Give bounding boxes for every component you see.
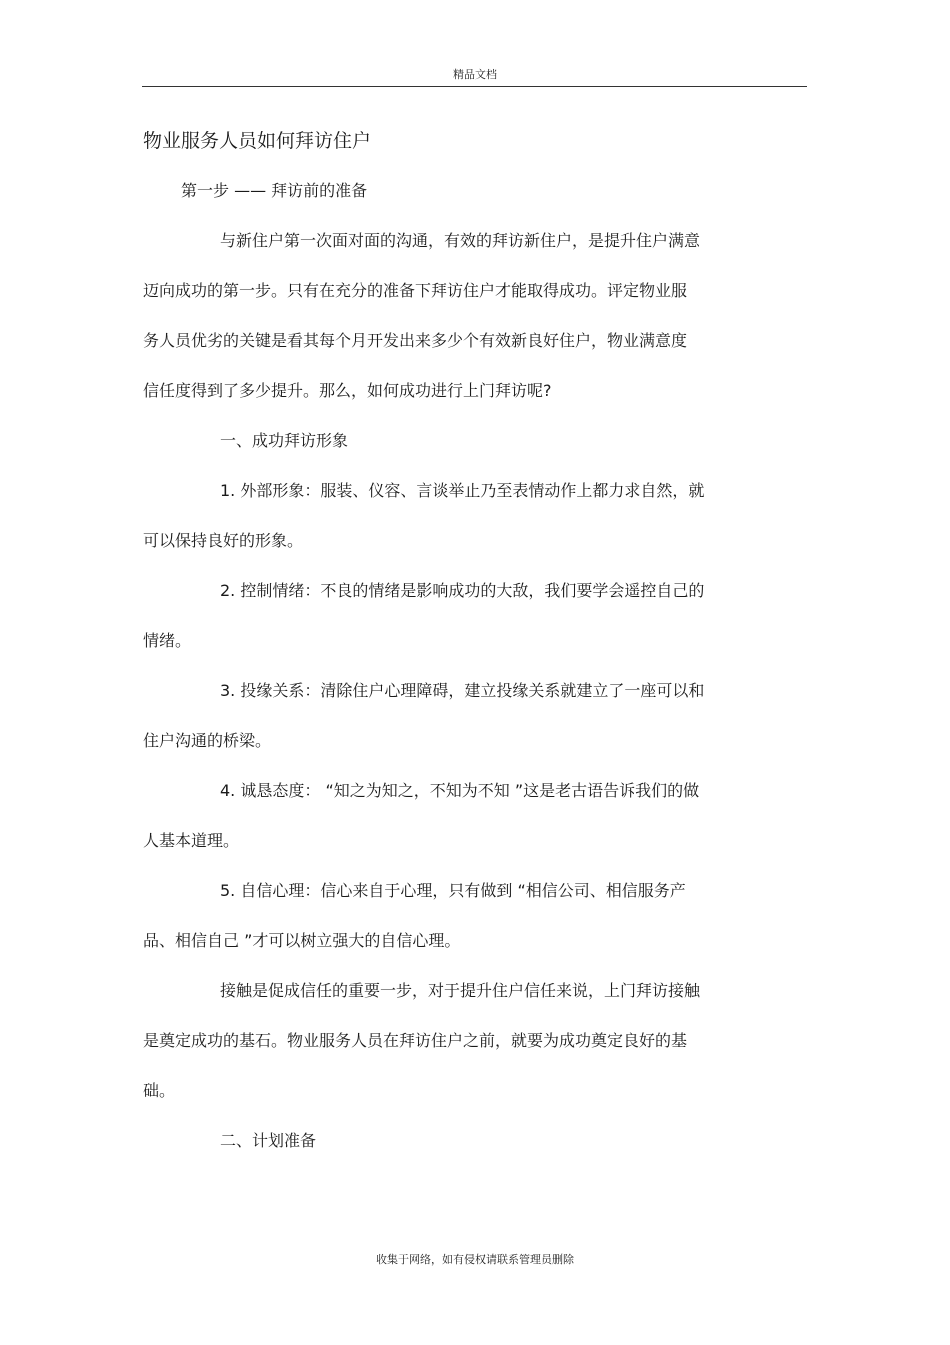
body-line: 迈向成功的第一步。只有在充分的准备下拜访住户才能取得成功。评定物业服 (143, 281, 688, 300)
body-line: 务人员优劣的关键是看其每个月开发出来多少个有效新良好住户，物业满意度 (143, 331, 688, 350)
body-line: 3. 投缘关系：清除住户心理障碍，建立投缘关系就建立了一座可以和 (220, 681, 705, 700)
body-line: 第一步 —— 拜访前的准备 (181, 181, 368, 200)
body-line: 5. 自信心理：信心来自于心理，只有做到 “相信公司、相信服务产 (220, 881, 686, 900)
body-line: 品、相信自己 ”才可以树立强大的自信心理。 (143, 931, 461, 950)
body-line: 是奠定成功的基石。物业服务人员在拜访住户之前，就要为成功奠定良好的基 (143, 1031, 688, 1050)
page-footer: 收集于网络，如有侵权请联系管理员删除 (376, 1253, 574, 1266)
body-line: 4. 诚恳态度： “知之为知之，不知为不知 ”这是老古语告诉我们的做 (220, 781, 700, 800)
body-line: 与新住户第一次面对面的沟通，有效的拜访新住户，是提升住户满意 (220, 231, 701, 250)
body-line: 信任度得到了多少提升。那么，如何成功进行上门拜访呢? (143, 381, 552, 400)
body-line: 情绪。 (143, 631, 192, 650)
document-body (143, 177, 793, 1177)
header-divider (142, 86, 807, 87)
body-line: 础。 (143, 1081, 176, 1100)
page-header: 精品文档 (453, 68, 497, 81)
body-line: 接触是促成信任的重要一步，对于提升住户信任来说，上门拜访接触 (220, 981, 701, 1000)
body-line: 可以保持良好的形象。 (143, 531, 304, 550)
body-line: 一、成功拜访形象 (220, 431, 349, 450)
body-line: 二、计划准备 (220, 1131, 317, 1150)
body-line: 1. 外部形象：服装、仪容、言谈举止乃至表情动作上都力求自然，就 (220, 481, 705, 500)
body-line: 人基本道理。 (143, 831, 240, 850)
body-line: 2. 控制情绪：不良的情绪是影响成功的大敌，我们要学会遥控自己的 (220, 581, 705, 600)
body-line: 住户沟通的桥梁。 (143, 731, 272, 750)
document-title: 物业服务人员如何拜访住户 (143, 130, 372, 152)
